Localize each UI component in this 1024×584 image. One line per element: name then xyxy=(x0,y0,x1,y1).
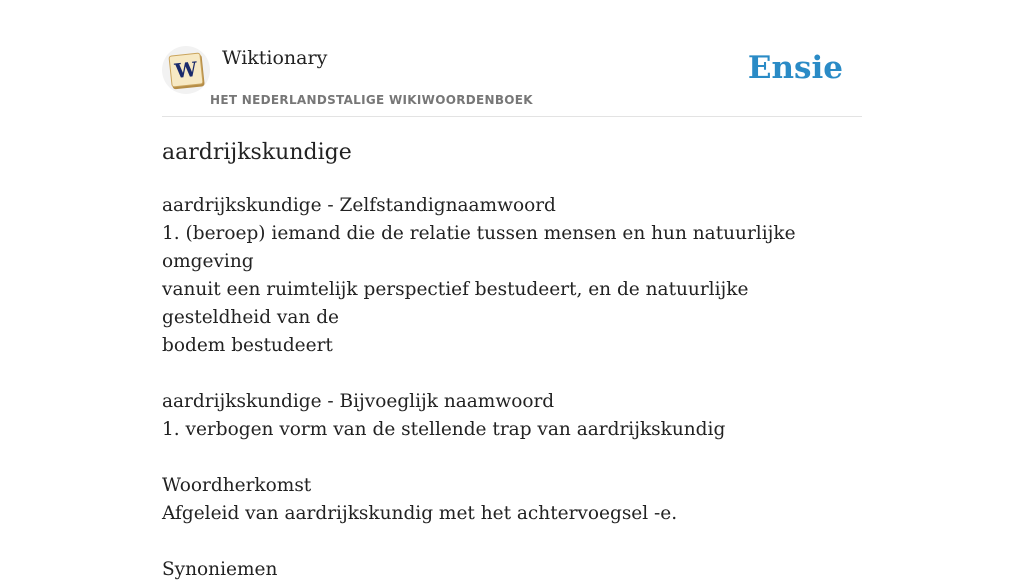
section-etymology xyxy=(162,472,862,528)
section-heading: aardrijkskundige - Bijvoeglijk naamwoord xyxy=(162,391,555,412)
etymology-line: Afgeleid van aardrijkskundig met het achtervoegsel -e. xyxy=(162,503,678,524)
entry-title: aardrijkskundige xyxy=(162,140,352,165)
site-tagline: HET NEDERLANDSTALIGE WIKIWOORDENBOEK xyxy=(210,93,533,107)
wiktionary-logo[interactable] xyxy=(162,46,210,94)
definition-line: bodem bestudeert xyxy=(162,335,333,356)
entry-content xyxy=(162,136,862,584)
spacer xyxy=(162,360,862,388)
ensie-brand-link[interactable]: Ensie xyxy=(747,50,843,86)
definition-line: vanuit een ruimtelijk perspectief bestudeert, en de natuurlijke gesteldheid van de xyxy=(162,279,749,328)
spacer xyxy=(162,444,862,472)
section-heading: aardrijkskundige - Zelfstandignaamwoord xyxy=(162,195,556,216)
section-noun xyxy=(162,192,862,360)
section-synonyms xyxy=(162,556,862,584)
entry-body xyxy=(162,192,862,584)
spacer xyxy=(162,528,862,556)
section-heading: Synoniemen xyxy=(162,559,278,580)
section-heading: Woordherkomst xyxy=(162,475,312,496)
definition-line: 1. (beroep) iemand die de relatie tussen mensen en hun natuurlijke omgeving xyxy=(162,223,796,272)
definition-line: 1. verbogen vorm van de stellende trap van aardrijkskundig xyxy=(162,419,726,440)
site-header xyxy=(162,44,862,117)
site-name[interactable]: Wiktionary xyxy=(222,47,328,69)
wiktionary-logo-icon: W xyxy=(168,52,203,87)
section-adjective xyxy=(162,388,862,444)
